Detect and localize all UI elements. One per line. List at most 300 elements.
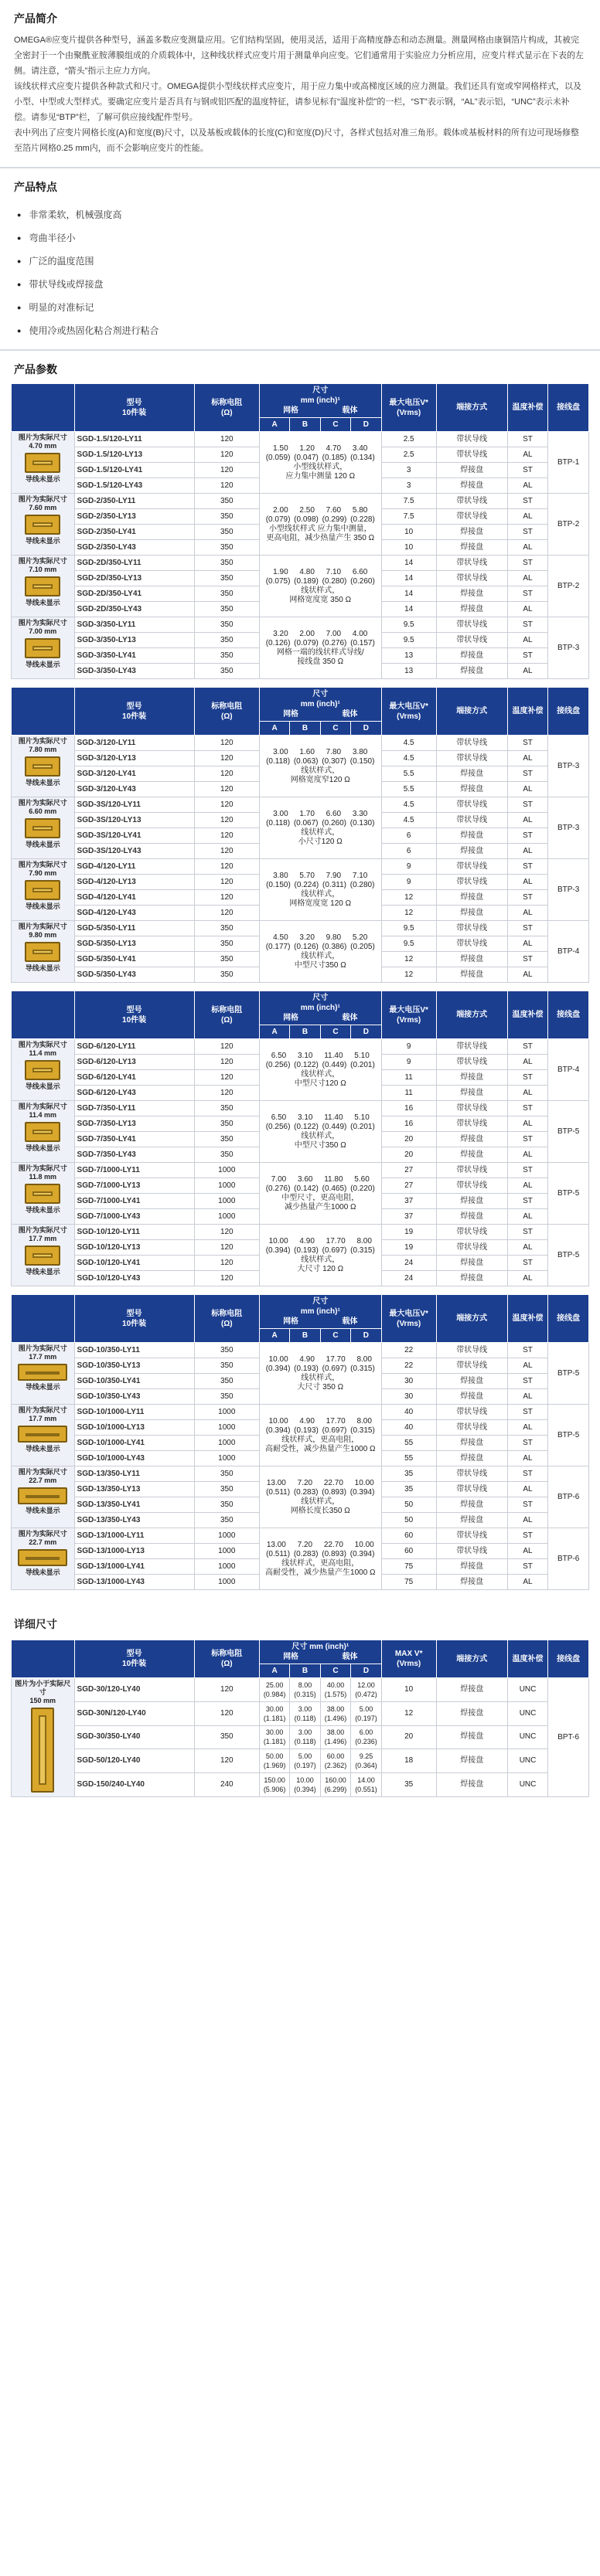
model-cell: SGD-5/350-LY11 xyxy=(74,921,194,936)
voltage-cell: 3 xyxy=(381,478,436,494)
dimensions-line: 3.80 5.70 7.90 7.10 xyxy=(273,871,368,880)
connection-cell: 焊接盘 xyxy=(436,586,507,602)
dimensions-line: 网格宽度宽 120 Ω xyxy=(289,899,352,908)
resistance-cell: 350 xyxy=(194,494,259,509)
resistance-cell: 120 xyxy=(194,782,259,797)
model-cell: SGD-13/350-LY11 xyxy=(74,1466,194,1482)
dimensions-line: (0.256) (0.122) (0.449) (0.201) xyxy=(265,1122,375,1131)
temp-comp-cell: AL xyxy=(507,1086,548,1101)
resistance-cell: 120 xyxy=(194,1055,259,1070)
model-cell: SGD-3/120-LY43 xyxy=(74,782,194,797)
gauge-image-note: 导线未显示 xyxy=(25,1568,60,1576)
dimension-mm: 150.00 xyxy=(264,1776,285,1785)
temp-comp-cell: ST xyxy=(507,1528,548,1544)
header-temp-comp: 温度补偿 xyxy=(507,1640,548,1678)
dimension-cell xyxy=(259,1725,289,1749)
table-row xyxy=(12,556,589,571)
voltage-cell: 55 xyxy=(381,1436,436,1451)
voltage-cell: 5.5 xyxy=(381,766,436,782)
connection-cell: 带状导线 xyxy=(436,1039,507,1055)
header-model xyxy=(74,688,194,736)
intro-paragraph: 表中列出了应变片网格长度(A)和宽度(B)尺寸，以及基板或载体的长度(C)和宽度(D)尺寸，各样式包括对准三角形。载体或基板材料的所有边可现场修整至箔片网格0.25 mm内，而不会影响应变片的性能。 xyxy=(14,128,579,153)
dimension-cell xyxy=(320,1701,350,1725)
connection-cell: 焊接盘 xyxy=(436,1256,507,1271)
header-volt-label: 最大电压V* xyxy=(389,398,428,407)
resistance-cell: 350 xyxy=(194,1513,259,1528)
connection-cell: 焊接盘 xyxy=(436,1678,507,1702)
resistance-cell: 350 xyxy=(194,602,259,617)
table-row xyxy=(12,736,589,751)
dimension-mm: 3.00 xyxy=(298,1704,312,1713)
resistance-cell: 120 xyxy=(194,1749,259,1773)
header-volt-unit: (Vrms) xyxy=(397,408,421,417)
temp-comp-cell: ST xyxy=(507,1039,548,1055)
connection-cell: 带状导线 xyxy=(436,875,507,890)
dimensions-line: 网格长度长350 Ω xyxy=(290,1506,350,1515)
dimensions-line: 减少热量产生1000 Ω xyxy=(285,1202,356,1212)
strain-gauge-icon xyxy=(25,515,60,535)
voltage-cell: 3 xyxy=(381,463,436,478)
dimensions-line: 线状样式，更高电阻， xyxy=(281,1558,360,1568)
voltage-cell: 50 xyxy=(381,1513,436,1528)
dimension-cell xyxy=(259,1749,289,1773)
voltage-cell: 20 xyxy=(381,1132,436,1147)
header-volt-label: MAX V* xyxy=(394,1650,423,1658)
dimension-cell xyxy=(290,1725,320,1749)
model-cell: SGD-7/350-LY41 xyxy=(74,1132,194,1147)
header-grid: 网格 xyxy=(283,1653,299,1661)
voltage-cell: 2.5 xyxy=(381,432,436,447)
features-title: 产品特点 xyxy=(0,167,600,201)
temp-comp-cell: AL xyxy=(507,1451,548,1466)
dimensions-line: 大尺寸 120 Ω xyxy=(297,1264,344,1273)
voltage-cell: 4.5 xyxy=(381,751,436,766)
temp-comp-cell: ST xyxy=(507,1559,548,1575)
strain-gauge-icon xyxy=(25,818,60,838)
dimensions-line: 线状样式， xyxy=(301,1497,340,1506)
resistance-cell: 1000 xyxy=(194,1575,259,1590)
model-cell: SGD-7/350-LY11 xyxy=(74,1101,194,1116)
header-carrier: 载体 xyxy=(342,1317,358,1326)
voltage-cell: 18 xyxy=(381,1749,436,1773)
bonding-terminal-cell: BTP-4 xyxy=(548,921,589,983)
connection-cell: 焊接盘 xyxy=(436,1575,507,1590)
strain-gauge-icon xyxy=(25,756,60,777)
temp-comp-cell: ST xyxy=(507,828,548,844)
table-row xyxy=(12,1678,589,1702)
gauge-image-caption: 图片为实际尺寸 xyxy=(18,495,67,503)
intro-paragraph: 该线状样式应变片提供各种款式和尺寸。OMEGA提供小型线状样式应变片，用于应力集中或高梯度区域的应力测量。我们还具有宽或窄网格样式，以及小型、中型或大型样式。要确定应变片是否具有与钢或铝匹配的温度特征，请参见标有“温度补偿”的一栏，“ST”表示钢，“AL”表示铝，“UNC”表示未补偿。请参见“BTP”栏，了解可供应接线配件型号。 xyxy=(14,82,581,122)
model-cell: SGD-30/350-LY40 xyxy=(74,1725,194,1749)
gauge-image-caption: 图片为实际尺寸 xyxy=(18,737,67,745)
model-cell: SGD-5/350-LY41 xyxy=(74,952,194,967)
bonding-terminal-cell: BPT-6 xyxy=(548,1678,589,1797)
temp-comp-cell: ST xyxy=(507,1132,548,1147)
gauge-image-caption: 图片为实际尺寸 xyxy=(18,923,67,930)
voltage-cell: 55 xyxy=(381,1451,436,1466)
dimensions-line: (0.276) (0.142) (0.465) (0.220) xyxy=(265,1184,375,1193)
resistance-cell: 120 xyxy=(194,1070,259,1086)
gauge-image-cell xyxy=(12,1343,75,1405)
temp-comp-cell: AL xyxy=(507,1358,548,1374)
model-cell: SGD-150/240-LY40 xyxy=(74,1773,194,1797)
connection-cell: 带状导线 xyxy=(436,494,507,509)
gauge-image-note: 导线未显示 xyxy=(25,1507,60,1514)
bonding-terminal-cell: BTP-5 xyxy=(548,1163,589,1225)
resistance-cell: 350 xyxy=(194,1389,259,1405)
header-carrier: 载体 xyxy=(342,1653,358,1661)
voltage-cell: 10 xyxy=(381,540,436,556)
dimension-inch: (0.472) xyxy=(355,1690,377,1698)
dimension-inch: (1.575) xyxy=(324,1690,347,1698)
gauge-image-note: 导线未显示 xyxy=(25,841,60,848)
header-model-sub: 10件装 xyxy=(122,1660,147,1668)
resistance-cell: 350 xyxy=(194,525,259,540)
dimension-mm: 9.25 xyxy=(359,1752,373,1761)
header-connection: 端接方式 xyxy=(436,991,507,1039)
dimensions-line: 2.00 2.50 7.60 5.80 xyxy=(273,505,368,515)
voltage-cell: 11 xyxy=(381,1070,436,1086)
gauge-image-note: 导线未显示 xyxy=(25,1082,60,1090)
temp-comp-cell: ST xyxy=(507,556,548,571)
dimensions-line: 13.00 7.20 22.70 10.00 xyxy=(266,1540,374,1549)
voltage-cell: 35 xyxy=(381,1482,436,1497)
dimensions-line: 6.50 3.10 11.40 5.10 xyxy=(271,1051,370,1060)
gauge-image-note: 导线未显示 xyxy=(25,599,60,607)
model-cell: SGD-7/350-LY43 xyxy=(74,1147,194,1163)
header-dim-unit: mm (inch)¹ xyxy=(300,1307,340,1316)
connection-cell: 焊接盘 xyxy=(436,844,507,859)
gauge-image-caption: 图片为实际尺寸 xyxy=(18,557,67,565)
dimension-cell xyxy=(259,1678,289,1702)
header-res-unit: (Ω) xyxy=(220,408,233,417)
gauge-image-cell xyxy=(12,1163,75,1225)
header-volt-label: 最大电压V* xyxy=(389,702,428,711)
resistance-cell: 120 xyxy=(194,828,259,844)
header-image-col xyxy=(12,991,75,1039)
voltage-cell: 40 xyxy=(381,1420,436,1436)
temp-comp-cell: AL xyxy=(507,967,548,983)
resistance-cell: 120 xyxy=(194,859,259,875)
resistance-cell: 1000 xyxy=(194,1528,259,1544)
connection-cell: 焊接盘 xyxy=(436,1559,507,1575)
connection-cell: 焊接盘 xyxy=(436,1773,507,1797)
model-cell: SGD-10/1000-LY41 xyxy=(74,1436,194,1451)
voltage-cell: 6 xyxy=(381,828,436,844)
table-row xyxy=(12,1163,589,1178)
resistance-cell: 120 xyxy=(194,1240,259,1256)
header-bonding-terminal: 接线盘 xyxy=(548,1640,589,1678)
resistance-cell: 120 xyxy=(194,1086,259,1101)
gauge-image-cell xyxy=(12,556,75,617)
header-res-label: 标称电阻 xyxy=(211,1005,243,1014)
gauge-image-cell xyxy=(12,1039,75,1101)
header-res-label: 标称电阻 xyxy=(211,1309,243,1318)
temp-comp-cell: UNC xyxy=(507,1773,548,1797)
header-carrier: 载体 xyxy=(342,710,358,719)
bonding-terminal-cell: BTP-2 xyxy=(548,494,589,556)
temp-comp-cell: AL xyxy=(507,664,548,679)
table-row xyxy=(12,1773,589,1797)
temp-comp-cell: ST xyxy=(507,859,548,875)
header-model-label: 型号 xyxy=(126,1650,142,1658)
connection-cell: 带状导线 xyxy=(436,797,507,813)
voltage-cell: 60 xyxy=(381,1528,436,1544)
spec-table-wrap xyxy=(0,687,600,983)
header-dim-a: A xyxy=(259,1025,289,1039)
temp-comp-cell: ST xyxy=(507,736,548,751)
gauge-image-box xyxy=(13,1226,73,1276)
model-cell: SGD-10/350-LY43 xyxy=(74,1389,194,1405)
dimension-mm: 38.00 xyxy=(326,1704,345,1713)
connection-cell: 焊接盘 xyxy=(436,1436,507,1451)
strain-gauge-icon xyxy=(25,880,60,900)
model-cell: SGD-2D/350-LY41 xyxy=(74,586,194,602)
header-model-sub: 10件装 xyxy=(122,1319,147,1328)
spec-table xyxy=(11,991,589,1286)
resistance-cell: 120 xyxy=(194,1271,259,1286)
connection-cell: 带状导线 xyxy=(436,1055,507,1070)
dimensions-line: (0.079) (0.098) (0.299) (0.228) xyxy=(265,515,375,524)
voltage-cell: 9.5 xyxy=(381,633,436,648)
dimensions-line: 更高电阻，减少热量产生 350 Ω xyxy=(266,533,375,542)
voltage-cell: 19 xyxy=(381,1225,436,1240)
temp-comp-cell: AL xyxy=(507,1055,548,1070)
voltage-cell: 75 xyxy=(381,1575,436,1590)
feature-item: ● 广泛的温度范围 xyxy=(17,250,586,274)
dimension-mm: 60.00 xyxy=(326,1752,345,1761)
voltage-cell: 14 xyxy=(381,571,436,586)
gauge-image-cell xyxy=(12,736,75,797)
dimension-inch: (0.984) xyxy=(263,1690,286,1698)
dimensions-cell xyxy=(259,494,381,556)
dimensions-line: 小型线状样式， xyxy=(293,462,348,471)
dimensions-cell xyxy=(259,1343,381,1405)
temp-comp-cell: AL xyxy=(507,1575,548,1590)
gauge-image-box xyxy=(13,1406,73,1453)
dimension-inch: (0.551) xyxy=(355,1786,377,1794)
table-row xyxy=(12,1701,589,1725)
model-cell: SGD-13/1000-LY11 xyxy=(74,1528,194,1544)
connection-cell: 带状导线 xyxy=(436,1544,507,1559)
gauge-image-box xyxy=(13,619,73,669)
temp-comp-cell: AL xyxy=(507,1513,548,1528)
header-image-col xyxy=(12,1640,75,1678)
connection-cell: 焊接盘 xyxy=(436,1132,507,1147)
model-cell: SGD-50/120-LY40 xyxy=(74,1749,194,1773)
resistance-cell: 1000 xyxy=(194,1178,259,1194)
temp-comp-cell: AL xyxy=(507,1389,548,1405)
temp-comp-cell: AL xyxy=(507,1271,548,1286)
voltage-cell: 37 xyxy=(381,1194,436,1209)
header-model-sub: 10件装 xyxy=(122,712,147,721)
model-cell: SGD-13/1000-LY13 xyxy=(74,1544,194,1559)
temp-comp-cell: ST xyxy=(507,921,548,936)
header-dim-groups xyxy=(261,1013,380,1023)
connection-cell: 带状导线 xyxy=(436,921,507,936)
header-dim-label: 尺寸 xyxy=(312,386,329,395)
resistance-cell: 1000 xyxy=(194,1209,259,1225)
dimension-cell xyxy=(290,1701,320,1725)
dimensions-line: (0.511) (0.283) (0.893) (0.394) xyxy=(266,1549,375,1558)
dimension-inch: (0.118) xyxy=(294,1738,316,1746)
detail-table-wrap xyxy=(0,1640,600,1797)
connection-cell: 带状导线 xyxy=(436,1225,507,1240)
connection-cell: 焊接盘 xyxy=(436,1086,507,1101)
dimensions-cell xyxy=(259,1405,381,1466)
dimensions-line: 中型尺寸350 Ω xyxy=(294,1140,346,1150)
temp-comp-cell: AL xyxy=(507,447,548,463)
gauge-image-caption: 图片为实际尺寸 xyxy=(18,433,67,441)
header-dim-groups xyxy=(261,709,380,719)
connection-cell: 带状导线 xyxy=(436,617,507,633)
spec-table xyxy=(11,383,589,679)
model-cell: SGD-13/350-LY13 xyxy=(74,1482,194,1497)
bonding-terminal-cell: BTP-3 xyxy=(548,859,589,921)
gauge-image-note: 导线未显示 xyxy=(25,779,60,787)
resistance-cell: 120 xyxy=(194,906,259,921)
model-cell: SGD-10/350-LY13 xyxy=(74,1358,194,1374)
voltage-cell: 75 xyxy=(381,1559,436,1575)
header-model-sub: 10件装 xyxy=(122,408,147,417)
dimensions-line: 1.50 1.20 4.70 3.40 xyxy=(273,443,368,453)
strain-gauge-icon xyxy=(25,638,60,658)
dimensions-cell xyxy=(259,556,381,617)
resistance-cell: 350 xyxy=(194,571,259,586)
header-dim-d: D xyxy=(351,722,382,736)
resistance-cell: 350 xyxy=(194,967,259,983)
header-dim-d: D xyxy=(351,418,382,432)
header-temp-comp: 温度补偿 xyxy=(507,991,548,1039)
connection-cell: 带状导线 xyxy=(436,1405,507,1420)
resistance-cell: 350 xyxy=(194,648,259,664)
dimensions-line: 3.00 1.70 6.60 3.30 xyxy=(273,809,368,818)
dimensions-line: 3.20 2.00 7.00 4.00 xyxy=(273,629,368,638)
gauge-image-note: 导线未显示 xyxy=(25,902,60,910)
header-dim-a: A xyxy=(259,418,289,432)
header-model xyxy=(74,384,194,432)
dimensions-line: (0.394) (0.193) (0.697) (0.315) xyxy=(265,1426,375,1435)
temp-comp-cell: AL xyxy=(507,1420,548,1436)
strain-gauge-icon xyxy=(25,1122,60,1142)
voltage-cell: 10 xyxy=(381,1678,436,1702)
bonding-terminal-cell: BTP-3 xyxy=(548,797,589,859)
gauge-image-size: 150 mm xyxy=(29,1697,56,1704)
voltage-cell: 60 xyxy=(381,1544,436,1559)
dimensions-line: 13.00 7.20 22.70 10.00 xyxy=(266,1478,374,1487)
voltage-cell: 20 xyxy=(381,1147,436,1163)
resistance-cell: 120 xyxy=(194,844,259,859)
resistance-cell: 120 xyxy=(194,890,259,906)
model-cell: SGD-30N/120-LY40 xyxy=(74,1701,194,1725)
header-resistance xyxy=(194,384,259,432)
temp-comp-cell: ST xyxy=(507,617,548,633)
header-voltage xyxy=(381,1640,436,1678)
header-dim-c: C xyxy=(320,1329,350,1343)
dimensions-line: 小尺寸120 Ω xyxy=(298,837,343,846)
temp-comp-cell: AL xyxy=(507,602,548,617)
connection-cell: 带状导线 xyxy=(436,736,507,751)
dimensions-cell xyxy=(259,797,381,859)
dimension-inch: (0.236) xyxy=(355,1738,377,1746)
model-cell: SGD-1.5/120-LY41 xyxy=(74,463,194,478)
connection-cell: 带状导线 xyxy=(436,633,507,648)
header-res-label: 标称电阻 xyxy=(211,1650,243,1658)
header-dim-b: B xyxy=(290,1329,320,1343)
header-temp-comp: 温度补偿 xyxy=(507,688,548,736)
gauge-image-box xyxy=(13,557,73,607)
dimensions-cell xyxy=(259,921,381,983)
voltage-cell: 16 xyxy=(381,1116,436,1132)
header-volt-unit: (Vrms) xyxy=(397,1660,421,1668)
gauge-image-caption: 图片为实际尺寸 xyxy=(18,1041,67,1048)
model-cell: SGD-7/350-LY13 xyxy=(74,1116,194,1132)
dimensions-line: 小型线状样式 应力集中测量， xyxy=(268,524,372,533)
voltage-cell: 9 xyxy=(381,1039,436,1055)
voltage-cell: 19 xyxy=(381,1240,436,1256)
bonding-terminal-cell: BTP-6 xyxy=(548,1466,589,1528)
header-dim-b: B xyxy=(290,1025,320,1039)
model-cell: SGD-7/1000-LY13 xyxy=(74,1178,194,1194)
table-row xyxy=(12,1749,589,1773)
gauge-image-size: 11.4 mm xyxy=(29,1049,57,1057)
dimension-mm: 5.00 xyxy=(359,1704,373,1713)
voltage-cell: 22 xyxy=(381,1358,436,1374)
dimension-mm: 12.00 xyxy=(357,1681,375,1689)
header-dimensions xyxy=(259,1640,381,1664)
voltage-cell: 12 xyxy=(381,952,436,967)
model-cell: SGD-3/350-LY41 xyxy=(74,648,194,664)
temp-comp-cell: AL xyxy=(507,509,548,525)
strain-gauge-icon xyxy=(18,1426,67,1443)
header-image-col xyxy=(12,384,75,432)
dimensions-line: 线状样式，更高电阻， xyxy=(281,1435,360,1444)
dimensions-line: 10.00 4.90 17.70 8.00 xyxy=(268,1236,372,1246)
temp-comp-cell: AL xyxy=(507,844,548,859)
dimension-inch: (2.362) xyxy=(324,1762,347,1770)
model-cell: SGD-6/120-LY11 xyxy=(74,1039,194,1055)
voltage-cell: 24 xyxy=(381,1271,436,1286)
connection-cell: 焊接盘 xyxy=(436,648,507,664)
gauge-image-cell xyxy=(12,1466,75,1528)
connection-cell: 焊接盘 xyxy=(436,1497,507,1513)
connection-cell: 带状导线 xyxy=(436,1420,507,1436)
dimension-mm: 14.00 xyxy=(357,1776,375,1785)
gauge-image-cell xyxy=(12,859,75,921)
header-image-col xyxy=(12,688,75,736)
header-dim-label: 尺寸 xyxy=(312,690,329,698)
resistance-cell: 350 xyxy=(194,1466,259,1482)
dimensions-line: 线状样式， xyxy=(301,828,340,837)
temp-comp-cell: AL xyxy=(507,540,548,556)
params-title: 产品参数 xyxy=(0,349,600,383)
temp-comp-cell: ST xyxy=(507,1436,548,1451)
dimension-cell xyxy=(351,1725,381,1749)
feature-item: ● 非常柔软，机械强度高 xyxy=(17,204,586,227)
dimensions-line: 高耐受性，减少热量产生1000 Ω xyxy=(265,1568,376,1577)
temp-comp-cell: ST xyxy=(507,1374,548,1389)
header-grid: 网格 xyxy=(283,1317,299,1326)
model-cell: SGD-2D/350-LY13 xyxy=(74,571,194,586)
header-model-label: 型号 xyxy=(126,1005,142,1014)
dimensions-line: 线状样式， xyxy=(301,1131,340,1140)
temp-comp-cell: ST xyxy=(507,494,548,509)
connection-cell: 焊接盘 xyxy=(436,1749,507,1773)
header-carrier: 载体 xyxy=(342,1014,358,1022)
temp-comp-cell: UNC xyxy=(507,1701,548,1725)
gauge-image-size: 7.00 mm xyxy=(29,627,57,635)
model-cell: SGD-10/1000-LY11 xyxy=(74,1405,194,1420)
